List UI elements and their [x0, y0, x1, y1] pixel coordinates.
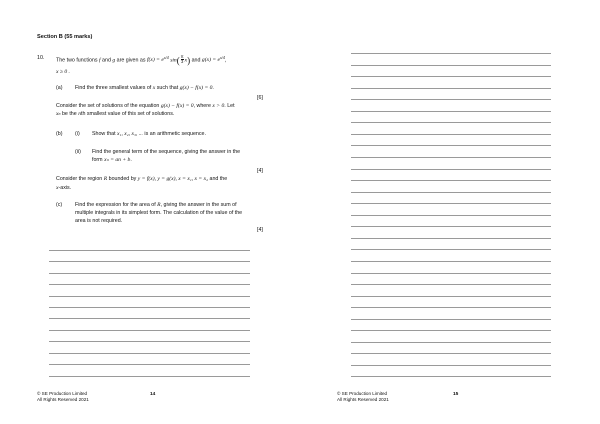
answer-line[interactable] [49, 261, 250, 262]
consider-solutions-line-2: xn be the nth smallest value of this set of solutions. [56, 111, 175, 117]
footer-right [337, 391, 389, 403]
part-b-ii-text: Find the general term of the sequence, giving the answer in the [92, 149, 241, 155]
consider-region-line-1: Consider the region R bounded by y = f(x), y = g(x), x = x₁, x = x₂ and the [56, 176, 228, 182]
answer-line[interactable] [351, 307, 551, 308]
part-b-label: (b) [56, 131, 63, 137]
part-b-ii-form: form xₙ = an + b. [92, 157, 132, 163]
answer-line[interactable] [351, 157, 551, 158]
part-a-text: Find the three smallest values of x such that g(x) − f(x) = 0. [75, 85, 214, 91]
footer-copyright: © SE Production Limited [337, 391, 388, 396]
answer-line[interactable] [351, 249, 551, 250]
answer-line[interactable] [49, 273, 250, 274]
answer-line[interactable] [351, 99, 551, 100]
answer-line[interactable] [49, 353, 250, 354]
part-a-marks: [6] [257, 95, 263, 101]
answer-line[interactable] [351, 376, 551, 377]
and-text: and [102, 57, 111, 64]
answer-line[interactable] [351, 238, 551, 239]
answer-line[interactable] [49, 341, 250, 342]
answer-line[interactable] [49, 318, 250, 319]
answer-line[interactable] [351, 88, 551, 89]
consider-solutions-line-1: Consider the set of solutions of the equation g(x) − f(x) = 0, where x > 0. Let [56, 103, 235, 109]
footer-rights: All Rights Reserved 2021 [37, 397, 89, 402]
answer-line[interactable] [351, 169, 551, 170]
page-number: 15 [453, 392, 459, 397]
part-b-i-label: (i) [75, 131, 80, 137]
part-b-i-text: Show that x₁, x₂, x₃, ... is an arithmetic sequence. [92, 131, 206, 137]
part-b-marks: [4] [257, 168, 263, 174]
answer-line[interactable] [351, 203, 551, 204]
f-symbol: f [99, 57, 101, 64]
page-number: 14 [150, 392, 156, 397]
part-c-line-3: area is not required. [75, 218, 123, 224]
answer-line[interactable] [351, 180, 551, 181]
answer-line[interactable] [351, 53, 551, 54]
answer-line[interactable] [351, 273, 551, 274]
answer-line[interactable] [49, 307, 250, 308]
answer-line[interactable] [351, 226, 551, 227]
answer-line[interactable] [49, 330, 250, 331]
answer-line[interactable] [49, 250, 250, 251]
g-definition: $g(x) = e^{x/4}$ [201, 55, 225, 64]
part-c-line-1: Find the expression for the area of R, giving the answer in the sum of [75, 202, 237, 208]
answer-line[interactable] [351, 122, 551, 123]
answer-line[interactable] [351, 261, 551, 262]
sin-function: sin [170, 57, 177, 64]
answer-line[interactable] [49, 364, 250, 365]
question-intro: The two functions f and g are given as $f(x) = e^{x/4}$ sin( $\frac{\pi}{3}$ x) and $g(x) = e^{x/4}$, [56, 54, 227, 66]
question-number: 10. [37, 55, 45, 61]
answer-line[interactable] [351, 330, 551, 331]
footer-copyright: © SE Production Limited [37, 391, 88, 396]
answer-line[interactable] [351, 192, 551, 193]
g-symbol: g [112, 57, 116, 64]
intro-text: The two functions [56, 57, 98, 64]
answer-line[interactable] [351, 353, 551, 354]
page-15 [300, 0, 600, 424]
answer-line[interactable] [351, 342, 551, 343]
answer-line[interactable] [351, 296, 551, 297]
f-definition: $f(x) = e^{x/4}$ [147, 55, 169, 64]
part-b-ii-label: (ii) [75, 149, 81, 155]
answer-line[interactable] [351, 215, 551, 216]
part-a-label: (a) [56, 85, 63, 91]
part-c-marks: [4] [257, 227, 263, 233]
answer-line[interactable] [49, 284, 250, 285]
answer-line[interactable] [351, 365, 551, 366]
and-text-2: and [191, 57, 201, 64]
answer-line[interactable] [351, 134, 551, 135]
given-as-text: are given as [116, 57, 146, 64]
answer-line[interactable] [351, 65, 551, 66]
section-title: Section B (55 marks) [37, 34, 93, 40]
answer-line[interactable] [351, 76, 551, 77]
answer-line[interactable] [49, 296, 250, 297]
part-c-label: (c) [56, 202, 63, 208]
answer-line[interactable] [351, 145, 551, 146]
footer-rights: All Rights Reserved 2021 [337, 397, 389, 402]
domain-condition: x ≥ 0 . [56, 69, 70, 75]
answer-line[interactable] [351, 319, 551, 320]
consider-region-line-2: x-axis. [56, 185, 72, 191]
answer-line[interactable] [351, 111, 551, 112]
pi-over-three: $\frac{\pi}{3}$ [180, 54, 184, 65]
footer-left [37, 391, 89, 403]
part-c-line-2: multiple integrals in its simplest form. The calculation of the value of the [75, 210, 243, 216]
answer-line[interactable] [49, 376, 250, 377]
answer-line[interactable] [351, 284, 551, 285]
